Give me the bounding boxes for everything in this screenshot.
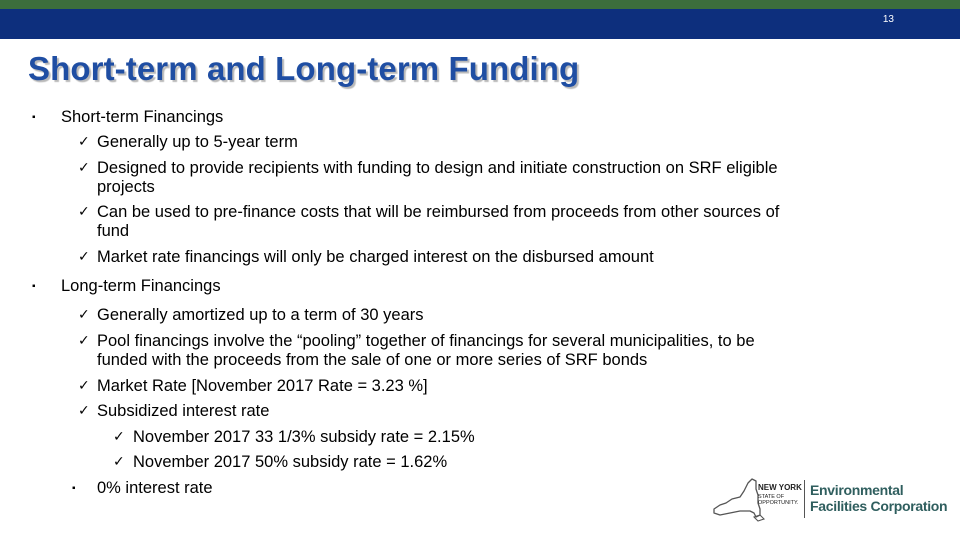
check-icon: ✓ xyxy=(78,333,90,349)
efc-logo: Environmental Facilities Corporation xyxy=(810,482,948,514)
long-term-heading: Long-term Financings xyxy=(61,277,221,295)
list-item: Can be used to pre-finance costs that will be reimbursed from proceeds from other sources of xyxy=(97,203,780,221)
list-item: Pool financings involve the “pooling” together of financings for several municipalities, to be xyxy=(97,332,755,350)
ny-logo-subtitle: STATE OF OPPORTUNITY. xyxy=(758,494,799,506)
square-bullet-icon: ▪ xyxy=(72,483,76,494)
logo-divider xyxy=(804,480,805,518)
check-icon: ✓ xyxy=(78,160,90,176)
check-icon: ✓ xyxy=(78,378,90,394)
check-icon: ✓ xyxy=(78,307,90,323)
square-bullet-icon: ▪ xyxy=(32,112,36,123)
list-item-continued: funded with the proceeds from the sale of one or more series of SRF bonds xyxy=(97,351,648,369)
sub-list-item: November 2017 50% subsidy rate = 1.62% xyxy=(133,453,448,471)
check-icon: ✓ xyxy=(113,429,125,445)
check-icon: ✓ xyxy=(78,249,90,265)
check-icon: ✓ xyxy=(78,403,90,419)
list-item: Market Rate [November 2017 Rate = 3.23 %] xyxy=(97,377,428,395)
list-item: Generally up to 5-year term xyxy=(97,133,298,151)
check-icon: ✓ xyxy=(78,204,90,220)
slide-title: Short-term and Long-term Funding xyxy=(28,50,580,87)
list-item-continued: fund xyxy=(97,222,130,240)
check-icon: ✓ xyxy=(113,454,125,470)
list-item: Generally amortized up to a term of 30 years xyxy=(97,306,424,324)
list-item-continued: projects xyxy=(97,178,155,196)
list-item: Designed to provide recipients with funding to design and initiate construction on SRF eligible xyxy=(97,159,778,177)
short-term-heading: Short-term Financings xyxy=(61,108,224,126)
square-bullet-icon: ▪ xyxy=(32,281,36,292)
list-item: Subsidized interest rate xyxy=(97,402,270,420)
list-item: Market rate financings will only be charged interest on the disbursed amount xyxy=(97,248,654,266)
sub-list-item: November 2017 33 1/3% subsidy rate = 2.15% xyxy=(133,428,475,446)
page-number: 13 xyxy=(882,14,894,25)
check-icon: ✓ xyxy=(78,134,90,150)
ny-logo-title: NEW YORK xyxy=(758,483,802,492)
list-item: 0% interest rate xyxy=(97,479,213,497)
